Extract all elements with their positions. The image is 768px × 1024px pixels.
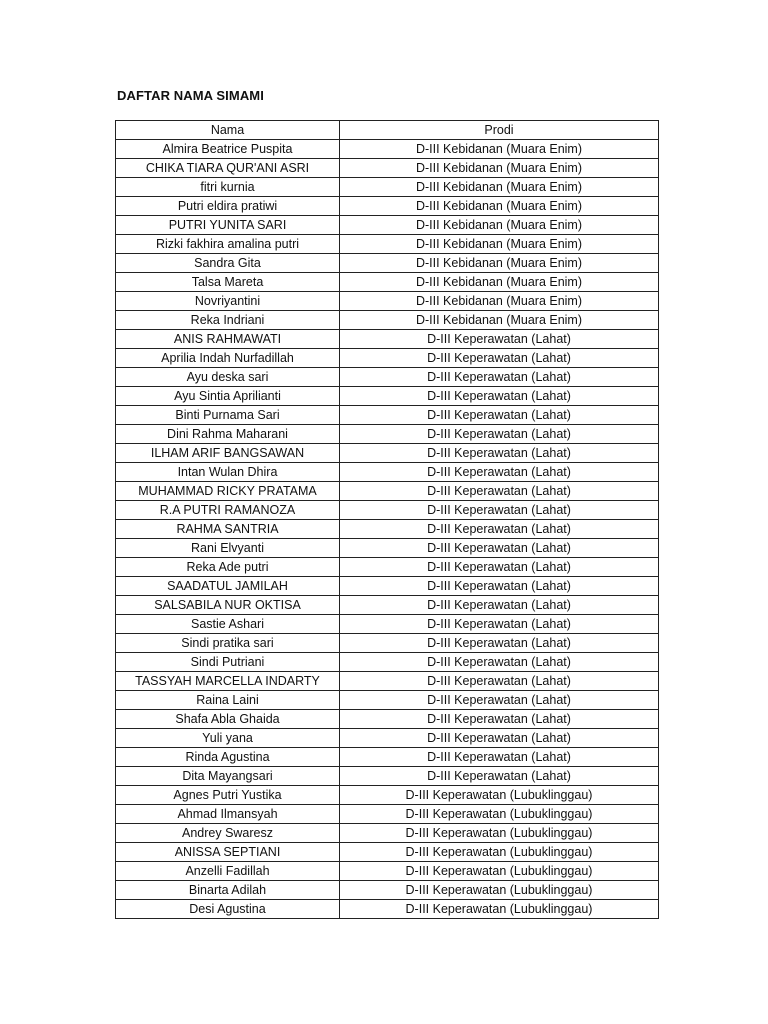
cell-nama: Rizki fakhira amalina putri xyxy=(116,235,340,254)
table-row xyxy=(116,596,659,615)
cell-prodi: D-III Keperawatan (Lahat) xyxy=(340,596,659,615)
cell-nama: Almira Beatrice Puspita xyxy=(116,140,340,159)
table-body xyxy=(116,140,659,919)
cell-prodi: D-III Keperawatan (Lubuklinggau) xyxy=(340,881,659,900)
table-row xyxy=(116,425,659,444)
cell-nama: RAHMA SANTRIA xyxy=(116,520,340,539)
cell-nama: Novriyantini xyxy=(116,292,340,311)
cell-nama: Ayu deska sari xyxy=(116,368,340,387)
cell-prodi: D-III Keperawatan (Lubuklinggau) xyxy=(340,824,659,843)
cell-nama: Anzelli Fadillah xyxy=(116,862,340,881)
cell-nama: Shafa Abla Ghaida xyxy=(116,710,340,729)
cell-nama: Rinda Agustina xyxy=(116,748,340,767)
table-row xyxy=(116,672,659,691)
cell-prodi: D-III Keperawatan (Lubuklinggau) xyxy=(340,805,659,824)
table-row xyxy=(116,862,659,881)
cell-nama: Rani Elvyanti xyxy=(116,539,340,558)
cell-prodi: D-III Keperawatan (Lahat) xyxy=(340,634,659,653)
column-header-nama: Nama xyxy=(116,121,340,140)
cell-nama: Reka Ade putri xyxy=(116,558,340,577)
cell-prodi: D-III Keperawatan (Lahat) xyxy=(340,539,659,558)
table-row xyxy=(116,653,659,672)
cell-prodi: D-III Kebidanan (Muara Enim) xyxy=(340,292,659,311)
table-row xyxy=(116,881,659,900)
cell-nama: Desi Agustina xyxy=(116,900,340,919)
cell-nama: Aprilia Indah Nurfadillah xyxy=(116,349,340,368)
cell-nama: Dini Rahma Maharani xyxy=(116,425,340,444)
cell-prodi: D-III Keperawatan (Lahat) xyxy=(340,558,659,577)
cell-nama: Sastie Ashari xyxy=(116,615,340,634)
table-row xyxy=(116,387,659,406)
table-row xyxy=(116,330,659,349)
cell-nama: Yuli yana xyxy=(116,729,340,748)
table-row xyxy=(116,273,659,292)
table-row xyxy=(116,197,659,216)
cell-prodi: D-III Kebidanan (Muara Enim) xyxy=(340,273,659,292)
cell-prodi: D-III Keperawatan (Lubuklinggau) xyxy=(340,786,659,805)
cell-prodi: D-III Kebidanan (Muara Enim) xyxy=(340,311,659,330)
cell-nama: Reka Indriani xyxy=(116,311,340,330)
cell-nama: Sindi pratika sari xyxy=(116,634,340,653)
cell-nama: Agnes Putri Yustika xyxy=(116,786,340,805)
cell-prodi: D-III Kebidanan (Muara Enim) xyxy=(340,140,659,159)
cell-nama: Dita Mayangsari xyxy=(116,767,340,786)
cell-prodi: D-III Keperawatan (Lahat) xyxy=(340,368,659,387)
table-row xyxy=(116,767,659,786)
cell-nama: Binti Purnama Sari xyxy=(116,406,340,425)
cell-prodi: D-III Kebidanan (Muara Enim) xyxy=(340,235,659,254)
cell-nama: R.A PUTRI RAMANOZA xyxy=(116,501,340,520)
table-row xyxy=(116,710,659,729)
cell-prodi: D-III Keperawatan (Lubuklinggau) xyxy=(340,862,659,881)
cell-prodi: D-III Keperawatan (Lahat) xyxy=(340,710,659,729)
cell-prodi: D-III Keperawatan (Lahat) xyxy=(340,691,659,710)
table-row xyxy=(116,235,659,254)
cell-nama: Intan Wulan Dhira xyxy=(116,463,340,482)
table-row xyxy=(116,843,659,862)
table-row xyxy=(116,178,659,197)
cell-prodi: D-III Keperawatan (Lahat) xyxy=(340,444,659,463)
cell-prodi: D-III Keperawatan (Lahat) xyxy=(340,349,659,368)
cell-nama: ILHAM ARIF BANGSAWAN xyxy=(116,444,340,463)
table-row xyxy=(116,311,659,330)
student-table xyxy=(115,120,659,919)
table-row xyxy=(116,729,659,748)
cell-nama: Raina Laini xyxy=(116,691,340,710)
cell-nama: SALSABILA NUR OKTISA xyxy=(116,596,340,615)
cell-nama: SAADATUL JAMILAH xyxy=(116,577,340,596)
cell-prodi: D-III Keperawatan (Lahat) xyxy=(340,520,659,539)
cell-nama: MUHAMMAD RICKY PRATAMA xyxy=(116,482,340,501)
cell-nama: CHIKA TIARA QUR'ANI ASRI xyxy=(116,159,340,178)
table-row xyxy=(116,368,659,387)
table-row xyxy=(116,634,659,653)
table-row xyxy=(116,520,659,539)
table-row xyxy=(116,349,659,368)
cell-prodi: D-III Keperawatan (Lahat) xyxy=(340,406,659,425)
table-row xyxy=(116,539,659,558)
table-row xyxy=(116,482,659,501)
cell-prodi: D-III Keperawatan (Lahat) xyxy=(340,387,659,406)
cell-prodi: D-III Kebidanan (Muara Enim) xyxy=(340,254,659,273)
cell-nama: Andrey Swaresz xyxy=(116,824,340,843)
table-row xyxy=(116,159,659,178)
cell-prodi: D-III Keperawatan (Lahat) xyxy=(340,748,659,767)
cell-nama: Putri eldira pratiwi xyxy=(116,197,340,216)
table-row xyxy=(116,805,659,824)
table-row xyxy=(116,900,659,919)
cell-prodi: D-III Keperawatan (Lahat) xyxy=(340,425,659,444)
table-row xyxy=(116,824,659,843)
cell-nama: fitri kurnia xyxy=(116,178,340,197)
cell-prodi: D-III Keperawatan (Lahat) xyxy=(340,463,659,482)
table-row xyxy=(116,254,659,273)
table-row xyxy=(116,615,659,634)
cell-prodi: D-III Kebidanan (Muara Enim) xyxy=(340,159,659,178)
cell-nama: PUTRI YUNITA SARI xyxy=(116,216,340,235)
cell-nama: Ahmad Ilmansyah xyxy=(116,805,340,824)
cell-nama: ANISSA SEPTIANI xyxy=(116,843,340,862)
table-row xyxy=(116,444,659,463)
cell-prodi: D-III Kebidanan (Muara Enim) xyxy=(340,216,659,235)
cell-nama: Talsa Mareta xyxy=(116,273,340,292)
cell-prodi: D-III Keperawatan (Lubuklinggau) xyxy=(340,843,659,862)
cell-nama: TASSYAH MARCELLA INDARTY xyxy=(116,672,340,691)
cell-prodi: D-III Keperawatan (Lahat) xyxy=(340,672,659,691)
cell-prodi: D-III Keperawatan (Lahat) xyxy=(340,482,659,501)
table-row xyxy=(116,292,659,311)
cell-nama: Binarta Adilah xyxy=(116,881,340,900)
cell-prodi: D-III Kebidanan (Muara Enim) xyxy=(340,178,659,197)
table-row xyxy=(116,558,659,577)
cell-nama: Sandra Gita xyxy=(116,254,340,273)
cell-prodi: D-III Keperawatan (Lahat) xyxy=(340,577,659,596)
cell-nama: ANIS RAHMAWATI xyxy=(116,330,340,349)
cell-prodi: D-III Keperawatan (Lahat) xyxy=(340,767,659,786)
table-row xyxy=(116,216,659,235)
cell-nama: Sindi Putriani xyxy=(116,653,340,672)
table-row xyxy=(116,406,659,425)
cell-prodi: D-III Kebidanan (Muara Enim) xyxy=(340,197,659,216)
table-row xyxy=(116,577,659,596)
page-title: DAFTAR NAMA SIMAMI xyxy=(117,88,264,103)
cell-prodi: D-III Keperawatan (Lubuklinggau) xyxy=(340,900,659,919)
table-row xyxy=(116,140,659,159)
cell-prodi: D-III Keperawatan (Lahat) xyxy=(340,501,659,520)
table-row xyxy=(116,691,659,710)
table-row xyxy=(116,463,659,482)
table-row xyxy=(116,748,659,767)
cell-prodi: D-III Keperawatan (Lahat) xyxy=(340,729,659,748)
table-row xyxy=(116,501,659,520)
column-header-prodi: Prodi xyxy=(340,121,659,140)
table-row xyxy=(116,786,659,805)
cell-prodi: D-III Keperawatan (Lahat) xyxy=(340,653,659,672)
cell-prodi: D-III Keperawatan (Lahat) xyxy=(340,330,659,349)
cell-prodi: D-III Keperawatan (Lahat) xyxy=(340,615,659,634)
cell-nama: Ayu Sintia Aprilianti xyxy=(116,387,340,406)
table-header-row xyxy=(116,121,659,140)
